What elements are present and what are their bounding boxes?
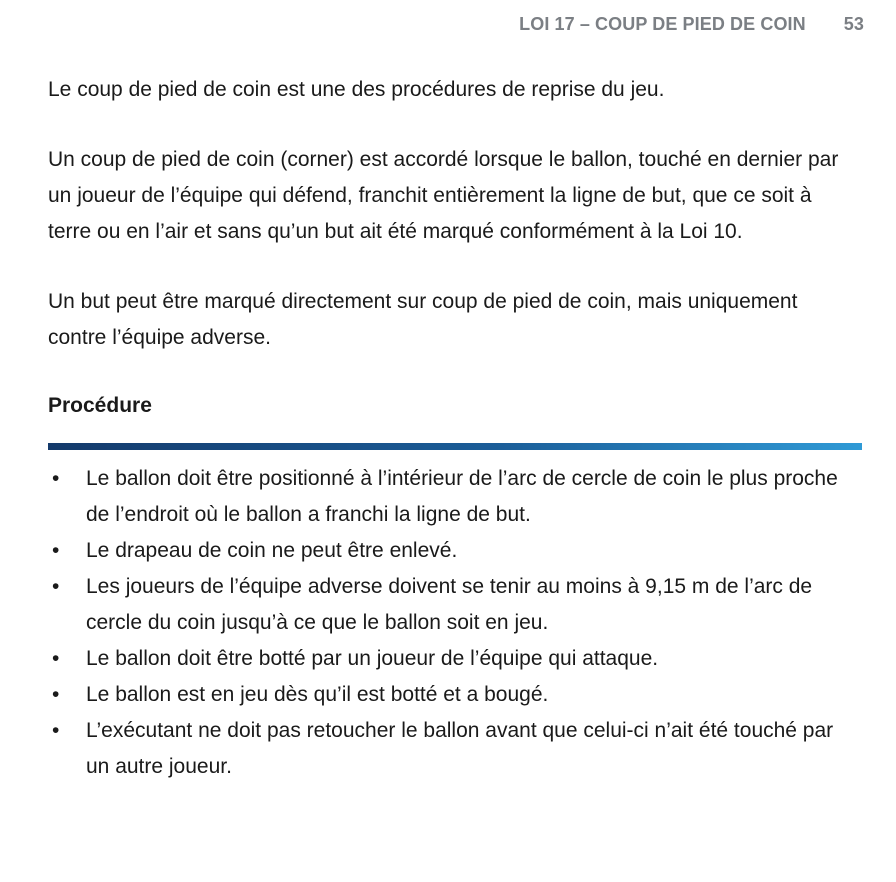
list-item-text: L’exécutant ne doit pas retoucher le ballon avant que celui-ci n’ait été touché par un autre joueur. — [86, 719, 834, 778]
bullet-icon: • — [52, 575, 60, 598]
bullet-icon: • — [52, 647, 60, 670]
list-item — [48, 713, 860, 785]
bullet-icon: • — [52, 467, 60, 490]
list-item-text: Le ballon est en jeu dès qu’il est botté et a bougé. — [86, 683, 549, 706]
list-item — [48, 569, 860, 641]
procedure-list — [48, 461, 860, 785]
list-item-text: Le drapeau de coin ne peut être enlevé. — [86, 539, 458, 562]
paragraph-goal: Un but peut être marqué directement sur coup de pied de coin, mais uniquement contre l’équipe adverse. — [48, 290, 798, 349]
list-item — [48, 677, 860, 713]
paragraph-intro: Le coup de pied de coin est une des procédures de reprise du jeu. — [48, 78, 665, 101]
page-number: 53 — [843, 14, 864, 34]
paragraph-award: Un coup de pied de coin (corner) est accordé lorsque le ballon, touché en dernier par un joueur de l’équipe qui défend, franchit entièrement la ligne de but, que ce soit à terre ou en l’air et sans qu’un but ait été marqué conformément à la Loi 10. — [48, 148, 839, 243]
list-item — [48, 461, 860, 533]
bullet-icon: • — [52, 539, 60, 562]
page-content — [48, 72, 860, 785]
list-item — [48, 641, 860, 677]
list-item-text: Le ballon doit être botté par un joueur de l’équipe qui attaque. — [86, 647, 659, 670]
section-divider — [48, 443, 862, 450]
list-item — [48, 533, 860, 569]
list-item-text: Le ballon doit être positionné à l’intérieur de l’arc de cercle de coin le plus proche de l’endroit où le ballon a franchi la ligne de but. — [86, 467, 838, 526]
bullet-icon: • — [52, 683, 60, 706]
section-heading: Procédure — [48, 394, 152, 417]
bullet-icon: • — [52, 719, 60, 742]
list-item-text: Les joueurs de l’équipe adverse doivent se tenir au moins à 9,15 m de l’arc de cercle du coin jusqu’à ce que le ballon soit en jeu. — [86, 575, 813, 634]
running-header — [519, 14, 864, 35]
header-title: LOI 17 – COUP DE PIED DE COIN — [519, 14, 806, 34]
